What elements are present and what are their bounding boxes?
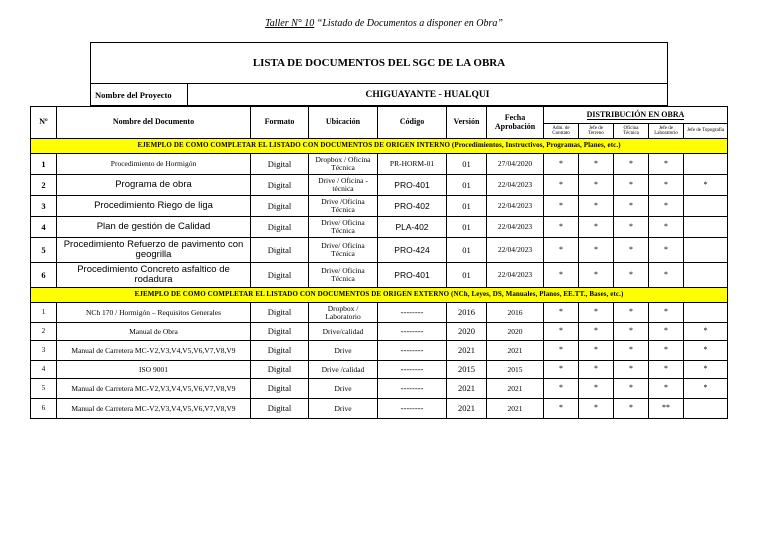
format-cell: Digital xyxy=(251,217,309,238)
distribution-mark: * xyxy=(614,341,649,361)
format-cell: Digital xyxy=(251,175,309,196)
location-cell: Drive /calidad xyxy=(309,361,378,379)
version-cell: 2021 xyxy=(447,379,487,399)
approval-date-cell: 2021 xyxy=(487,379,544,399)
row-number: 6 xyxy=(31,399,57,419)
distribution-mark: * xyxy=(544,238,579,263)
col-header-site-manager: Jefe de Terreno xyxy=(579,124,614,139)
location-cell: Dropbox / Oficina Técnica xyxy=(309,154,378,175)
approval-date-cell: 22/04/2023 xyxy=(487,196,544,217)
distribution-mark: * xyxy=(649,175,684,196)
distribution-mark: * xyxy=(579,217,614,238)
format-cell: Digital xyxy=(251,341,309,361)
location-cell: Drive/ Oficina Técnica xyxy=(309,263,378,288)
location-cell: Dropbox / Laboratorio xyxy=(309,303,378,323)
location-cell: Drive xyxy=(309,399,378,419)
project-label: Nombre del Proyecto xyxy=(91,84,188,106)
col-header-topography-manager: Jefe de Topografía xyxy=(684,124,728,139)
table-row xyxy=(31,175,728,196)
code-cell: PRO-401 xyxy=(378,175,447,196)
version-cell: 01 xyxy=(447,263,487,288)
documents-table-body xyxy=(31,139,728,419)
distribution-mark: * xyxy=(684,341,728,361)
col-header-code: Código xyxy=(378,107,447,139)
distribution-mark xyxy=(684,154,728,175)
section-header-row xyxy=(31,139,728,154)
col-header-contract-admin: Adm. de Contrato xyxy=(544,124,579,139)
distribution-mark: * xyxy=(579,361,614,379)
distribution-mark: * xyxy=(649,238,684,263)
row-number: 2 xyxy=(31,175,57,196)
row-number: 2 xyxy=(31,323,57,341)
section-title: EJEMPLO DE COMO COMPLETAR EL LISTADO CON DOCUMENTOS DE ORIGEN EXTERNO (NCh, Leyes, DS, Manuales, Planos, EE.TT., Bases, etc.) xyxy=(31,288,728,303)
col-header-number: Nº xyxy=(31,107,57,139)
table-row xyxy=(31,217,728,238)
format-cell: Digital xyxy=(251,303,309,323)
distribution-mark: * xyxy=(649,361,684,379)
code-cell: -------- xyxy=(378,379,447,399)
document-name: Programa de obra xyxy=(57,175,251,196)
document-name: Procedimiento de Hormigón xyxy=(57,154,251,175)
version-cell: 01 xyxy=(447,154,487,175)
distribution-mark: * xyxy=(614,379,649,399)
list-title: LISTA DE DOCUMENTOS DEL SGC DE LA OBRA xyxy=(91,43,668,84)
location-cell: Drive xyxy=(309,341,378,361)
distribution-mark: * xyxy=(614,175,649,196)
location-cell: Drive / Oficina - técnica xyxy=(309,175,378,196)
project-name: CHIGUAYANTE - HUALQUI xyxy=(188,84,668,106)
version-cell: 01 xyxy=(447,217,487,238)
workshop-number: Taller N° 10 xyxy=(265,18,315,29)
col-header-approval-date: Fecha Aprobación xyxy=(487,107,544,139)
format-cell: Digital xyxy=(251,196,309,217)
table-row xyxy=(31,263,728,288)
distribution-mark: * xyxy=(649,341,684,361)
document-name: Procedimiento Refuerzo de pavimento con geogrilla xyxy=(57,238,251,263)
code-cell: PLA-402 xyxy=(378,217,447,238)
document-name: Manual de Obra xyxy=(57,323,251,341)
col-header-format: Formato xyxy=(251,107,309,139)
distribution-mark: * xyxy=(579,341,614,361)
document-name: ISO 9001 xyxy=(57,361,251,379)
distribution-mark: * xyxy=(614,263,649,288)
location-cell: Drive/calidad xyxy=(309,323,378,341)
location-cell: Drive/ Oficina Técnica xyxy=(309,217,378,238)
document-name: Procedimiento Riego de liga xyxy=(57,196,251,217)
distribution-mark: * xyxy=(579,238,614,263)
document-name: NCh 170 / Hormigón – Requisitos Generales xyxy=(57,303,251,323)
format-cell: Digital xyxy=(251,154,309,175)
version-cell: 2021 xyxy=(447,341,487,361)
row-number: 4 xyxy=(31,217,57,238)
version-cell: 2021 xyxy=(447,399,487,419)
table-row xyxy=(31,341,728,361)
distribution-mark: * xyxy=(579,303,614,323)
distribution-mark: * xyxy=(544,175,579,196)
row-number: 1 xyxy=(31,154,57,175)
approval-date-cell: 22/04/2023 xyxy=(487,175,544,196)
code-cell: -------- xyxy=(378,323,447,341)
distribution-mark: * xyxy=(544,399,579,419)
header-box xyxy=(90,42,668,106)
row-number: 1 xyxy=(31,303,57,323)
row-number: 3 xyxy=(31,341,57,361)
distribution-mark: * xyxy=(544,303,579,323)
table-row xyxy=(31,154,728,175)
distribution-mark: * xyxy=(579,379,614,399)
location-cell: Drive xyxy=(309,379,378,399)
distribution-mark: * xyxy=(614,217,649,238)
workshop-title: “Listado de Documentos a disponer en Obra” xyxy=(314,18,503,29)
approval-date-cell: 2021 xyxy=(487,399,544,419)
distribution-mark: * xyxy=(544,263,579,288)
code-cell: -------- xyxy=(378,303,447,323)
document-name: Manual de Carretera MC-V2,V3,V4,V5,V6,V7,V8,V9 xyxy=(57,379,251,399)
distribution-mark: * xyxy=(544,196,579,217)
distribution-mark xyxy=(684,217,728,238)
distribution-mark: ** xyxy=(649,399,684,419)
distribution-mark: * xyxy=(544,217,579,238)
format-cell: Digital xyxy=(251,323,309,341)
format-cell: Digital xyxy=(251,379,309,399)
distribution-mark: * xyxy=(614,154,649,175)
code-cell: PRO-424 xyxy=(378,238,447,263)
distribution-mark xyxy=(684,399,728,419)
document-name: Procedimiento Concreto asfaltico de rodadura xyxy=(57,263,251,288)
distribution-mark: * xyxy=(649,154,684,175)
distribution-mark: * xyxy=(544,379,579,399)
code-cell: PRO-401 xyxy=(378,263,447,288)
version-cell: 2016 xyxy=(447,303,487,323)
distribution-mark: * xyxy=(544,323,579,341)
documents-table xyxy=(30,106,728,419)
approval-date-cell: 2015 xyxy=(487,361,544,379)
distribution-mark: * xyxy=(579,154,614,175)
version-cell: 2020 xyxy=(447,323,487,341)
distribution-mark: * xyxy=(649,379,684,399)
distribution-mark: * xyxy=(614,196,649,217)
code-cell: -------- xyxy=(378,361,447,379)
distribution-mark: * xyxy=(684,379,728,399)
version-cell: 2015 xyxy=(447,361,487,379)
section-title: EJEMPLO DE COMO COMPLETAR EL LISTADO CON DOCUMENTOS DE ORIGEN INTERNO (Procedimientos, Instructivos, Programas, Planes, etc.) xyxy=(31,139,728,154)
format-cell: Digital xyxy=(251,361,309,379)
row-number: 5 xyxy=(31,238,57,263)
distribution-mark: * xyxy=(684,175,728,196)
code-cell: -------- xyxy=(378,399,447,419)
distribution-mark: * xyxy=(649,323,684,341)
table-row xyxy=(31,399,728,419)
distribution-mark: * xyxy=(649,263,684,288)
distribution-mark: * xyxy=(579,175,614,196)
approval-date-cell: 2016 xyxy=(487,303,544,323)
version-cell: 01 xyxy=(447,175,487,196)
table-row xyxy=(31,238,728,263)
approval-date-cell: 22/04/2023 xyxy=(487,263,544,288)
distribution-mark: * xyxy=(614,303,649,323)
code-cell: PR-HORM-01 xyxy=(378,154,447,175)
table-row xyxy=(31,361,728,379)
row-number: 5 xyxy=(31,379,57,399)
version-cell: 01 xyxy=(447,196,487,217)
distribution-mark: * xyxy=(649,217,684,238)
location-cell: Drive /Oficina Técnica xyxy=(309,196,378,217)
distribution-label: DISTRIBUCIÓN EN OBRA xyxy=(586,109,685,119)
table-row xyxy=(31,323,728,341)
distribution-mark: * xyxy=(684,323,728,341)
location-cell: Drive/ Oficina Técnica xyxy=(309,238,378,263)
format-cell: Digital xyxy=(251,238,309,263)
approval-date-cell: 22/04/2023 xyxy=(487,217,544,238)
document-heading xyxy=(0,18,768,29)
distribution-mark: * xyxy=(544,361,579,379)
distribution-mark: * xyxy=(544,154,579,175)
code-cell: PRO-402 xyxy=(378,196,447,217)
document-name: Plan de gestión de Calidad xyxy=(57,217,251,238)
row-number: 3 xyxy=(31,196,57,217)
approval-date-cell: 22/04/2023 xyxy=(487,238,544,263)
code-cell: -------- xyxy=(378,341,447,361)
col-header-version: Versión xyxy=(447,107,487,139)
format-cell: Digital xyxy=(251,399,309,419)
distribution-mark: * xyxy=(614,323,649,341)
distribution-mark: * xyxy=(544,341,579,361)
distribution-mark: * xyxy=(684,361,728,379)
col-header-distribution xyxy=(544,107,728,124)
distribution-mark: * xyxy=(579,323,614,341)
col-header-lab-manager: Jefe de Laboratorio xyxy=(649,124,684,139)
distribution-mark xyxy=(684,303,728,323)
distribution-mark xyxy=(684,196,728,217)
distribution-mark: * xyxy=(579,399,614,419)
approval-date-cell: 2021 xyxy=(487,341,544,361)
distribution-mark: * xyxy=(579,196,614,217)
col-header-technical-office: Oficina Técnica xyxy=(614,124,649,139)
col-header-name: Nombre del Documento xyxy=(57,107,251,139)
version-cell: 01 xyxy=(447,238,487,263)
distribution-mark: * xyxy=(614,361,649,379)
approval-date-cell: 2020 xyxy=(487,323,544,341)
distribution-mark: * xyxy=(614,238,649,263)
format-cell: Digital xyxy=(251,263,309,288)
document-name: Manual de Carretera MC-V2,V3,V4,V5,V6,V7,V8,V9 xyxy=(57,399,251,419)
row-number: 6 xyxy=(31,263,57,288)
table-row xyxy=(31,303,728,323)
col-header-location: Ubicación xyxy=(309,107,378,139)
distribution-mark: * xyxy=(579,263,614,288)
distribution-mark: * xyxy=(649,196,684,217)
table-row xyxy=(31,379,728,399)
row-number: 4 xyxy=(31,361,57,379)
distribution-mark: * xyxy=(649,303,684,323)
document-name: Manual de Carretera MC-V2,V3,V4,V5,V6,V7,V8,V9 xyxy=(57,341,251,361)
distribution-mark xyxy=(684,263,728,288)
approval-date-cell: 27/04/2020 xyxy=(487,154,544,175)
distribution-mark xyxy=(684,238,728,263)
section-header-row xyxy=(31,288,728,303)
table-row xyxy=(31,196,728,217)
distribution-mark: * xyxy=(614,399,649,419)
